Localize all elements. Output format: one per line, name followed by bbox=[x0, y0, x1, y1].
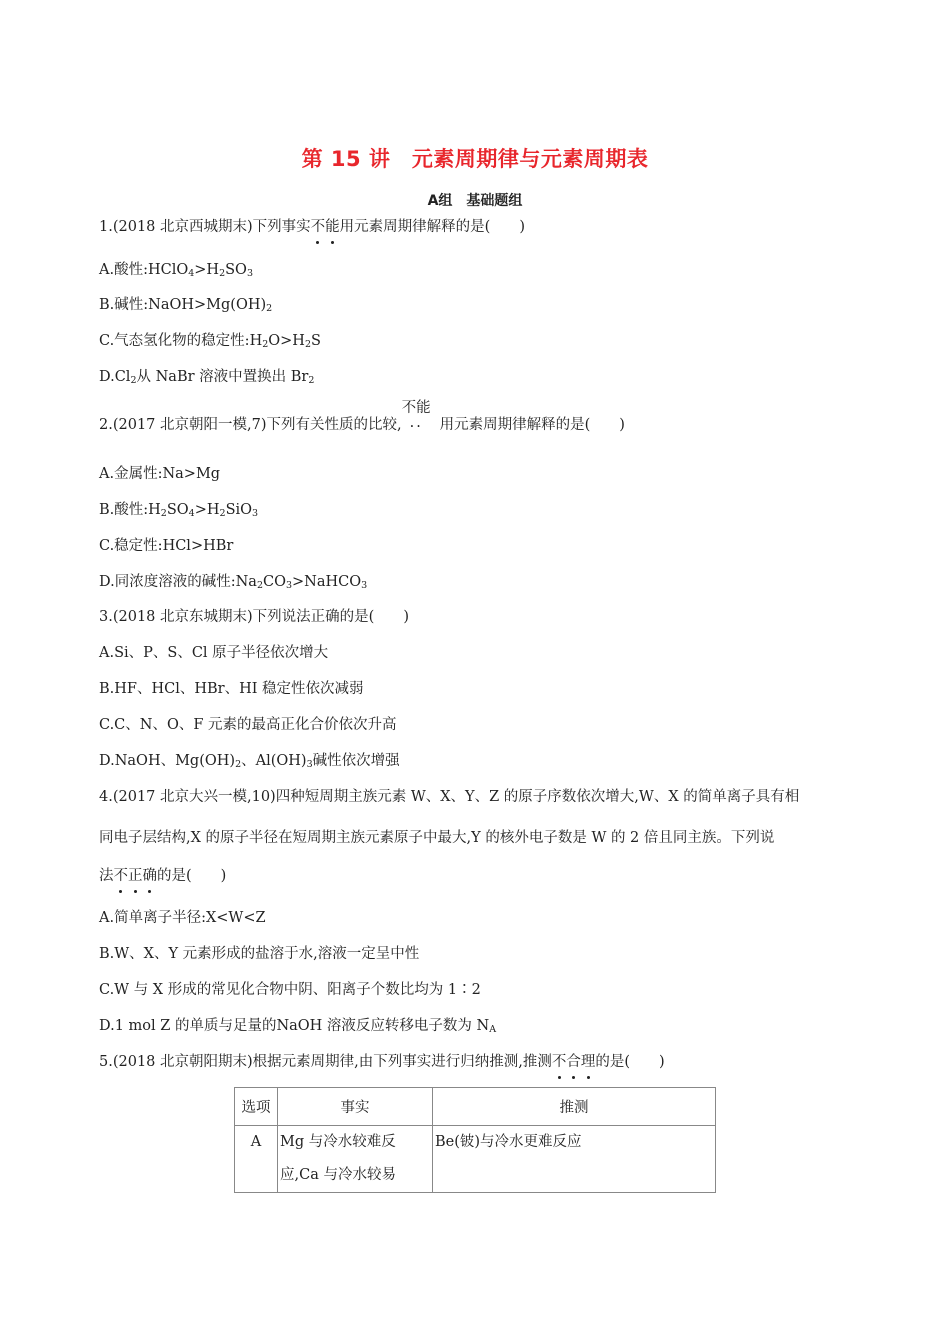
emphasis-char: 能 bbox=[325, 219, 340, 235]
table-cell-guess: Be(铍)与冷水更难反应 bbox=[433, 1126, 716, 1193]
emphasis-char: 合 bbox=[566, 1054, 581, 1070]
q1-option-a: A.酸性$:HClO_4>H_2SO_3$ bbox=[99, 262, 253, 279]
q3-option-c: C.C、N、O、F 元素的最高正化合价依次升高 bbox=[99, 717, 397, 733]
emphasis-char: 理 bbox=[580, 1054, 596, 1070]
q1-stem: 1.(2018 北京西城期末)下列事实不能用元素周期律解释的是( ) bbox=[99, 219, 525, 235]
q4-option-c: C.W 与 X 形成的常见化合物中阴、阳离子个数比均为 1∶2 bbox=[99, 982, 481, 998]
q2-stem: 2.(2017 北京朝阳一模,7)下列有关性质的比较, 不能 ·· 用元素周期律解释的是( ) bbox=[99, 400, 625, 435]
table-cell-option: A bbox=[235, 1126, 278, 1193]
q5-stem: 5.(2018 北京朝阳期末)根据元素周期律,由下列事实进行归纳推测,推测不合理的是( ) bbox=[99, 1054, 665, 1070]
table-header-row bbox=[235, 1088, 716, 1126]
q4-stem-line2: 同电子层结构,X 的原子半径在短周期主族元素原子中最大,Y 的核外电子数是 W 的 2 倍且同主族。下列说 bbox=[99, 830, 775, 846]
q3-option-a: A.Si、P、S、Cl 原子半径依次增大 bbox=[99, 645, 329, 661]
group-heading: A组 基础题组 bbox=[427, 193, 523, 209]
table-header-option: 选项 bbox=[235, 1088, 278, 1126]
table-cell-fact: Mg 与冷水较难反 应,Ca 与冷水较易 bbox=[278, 1126, 433, 1193]
emphasis-char: 不 bbox=[551, 1054, 567, 1070]
q4-option-d: D.1 mol Z 的单质与足量的NaOH 溶液反应转移电子数为 $N_A$ bbox=[99, 1018, 497, 1035]
q2-option-c: C.稳定性:HCl>HBr bbox=[99, 538, 234, 554]
q5-table bbox=[234, 1087, 716, 1193]
q4-stem-line1: 4.(2017 北京大兴一模,10)四种短周期主族元素 W、X、Y、Z 的原子序数依次增大,W、X 的简单离子具有相 bbox=[99, 789, 800, 805]
q4-option-a: A.简单离子半径:X<W<Z bbox=[99, 910, 266, 926]
q1-option-c: C.气态氢化物的稳定性$:H_2O>H_2S$ bbox=[99, 333, 321, 350]
table-row bbox=[235, 1126, 716, 1193]
emphasis-char: 不 bbox=[310, 219, 326, 235]
q2-option-d: D.同浓度溶液的碱性$:Na_2CO_3>NaHCO_3$ bbox=[99, 574, 368, 591]
emphasis-char: 确 bbox=[142, 868, 157, 884]
emphasis-char: 不 bbox=[113, 868, 128, 884]
q3-stem: 3.(2018 北京东城期末)下列说法正确的是( ) bbox=[99, 609, 409, 625]
q4-stem-line3: 法不正确的是( ) bbox=[99, 868, 227, 884]
table-header-guess: 推测 bbox=[433, 1088, 716, 1126]
q3-option-b: B.HF、HCl、HBr、HI 稳定性依次减弱 bbox=[99, 681, 364, 697]
emphasis-char: 正 bbox=[128, 868, 143, 884]
q2-option-a: A.金属性:Na>Mg bbox=[99, 466, 221, 482]
q4-option-b: B.W、X、Y 元素形成的盐溶于水,溶液一定呈中性 bbox=[99, 946, 420, 962]
q1-option-b: B.碱性$:NaOH>Mg(OH)_2$ bbox=[99, 297, 273, 314]
page-title: 第 15 讲 元素周期律与元素周期表 bbox=[301, 147, 649, 171]
q1-option-d: $D.Cl_2$从 NaBr 溶液中置换出 $Br_2$ bbox=[99, 369, 315, 386]
emphasis-stack: 不能 ·· bbox=[401, 400, 431, 435]
q2-option-b: B.酸性$:H_2SO_4>H_2SiO_3$ bbox=[99, 502, 259, 519]
q3-option-d: D.NaOH、$Mg(OH)_2$、$Al(OH)_3$碱性依次增强 bbox=[99, 753, 400, 770]
table-header-fact: 事实 bbox=[278, 1088, 433, 1126]
